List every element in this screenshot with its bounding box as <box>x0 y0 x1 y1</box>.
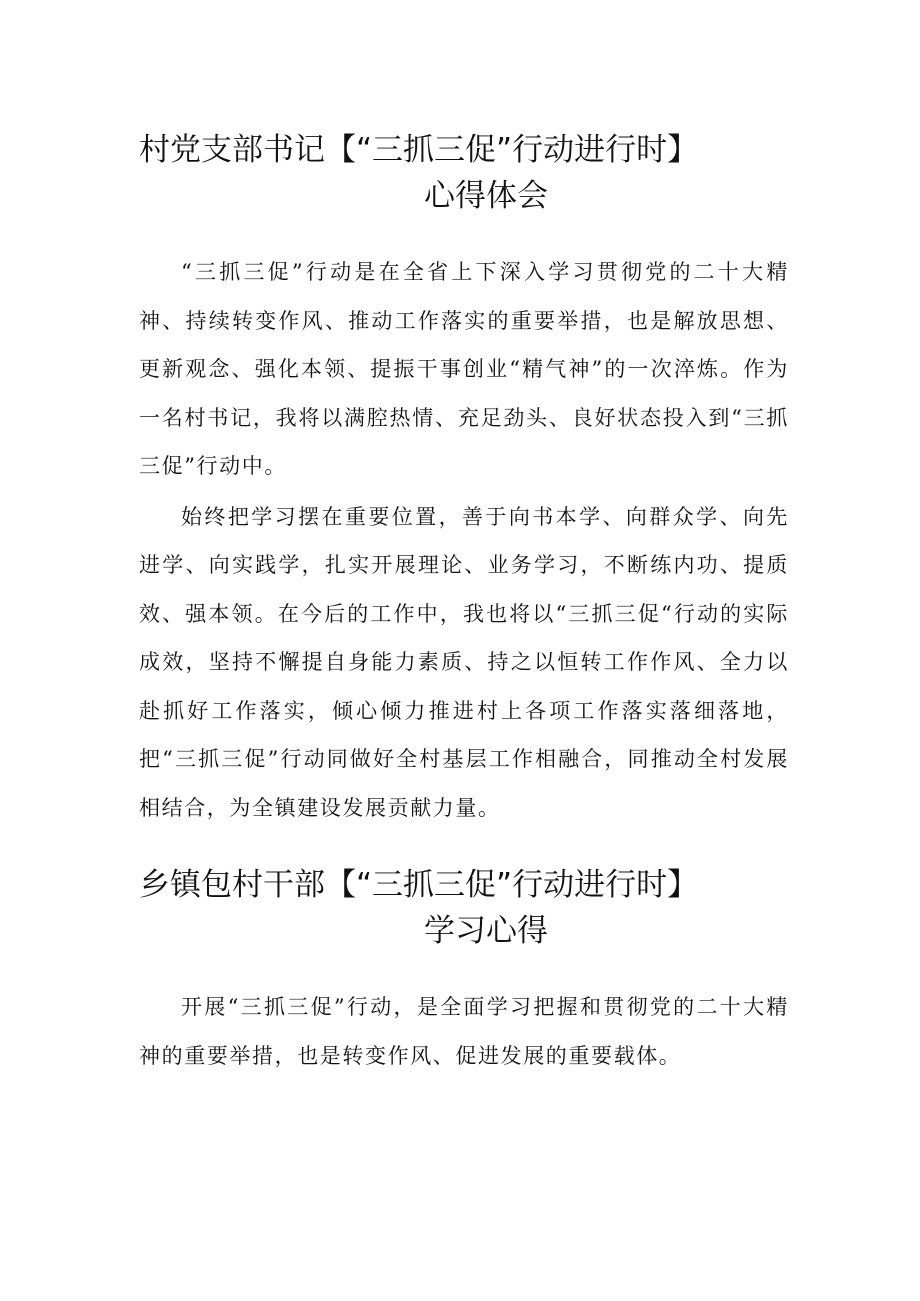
section-1-paragraph-2: 始终把学习摆在重要位置，善于向书本学、向群众学、向先进学、向实践学，扎实开展理论、业务学习，不断练内功、提质效、强本领。在今后的工作中，我也将以“三抓三促“行动的实际成效，坚持不懈提自身能力素质、持之以恒转工作作风、全力以赴抓好工作落实，倾心倾力推进村上各项工作落实落细落地，把“三抓三促”行动同做好全村基层工作相融合，同推动全村发展相结合，为全镇建设发展贡献力量。 <box>139 504 789 820</box>
section-2-paragraph-1: 开展“三抓三促”行动，是全面学习把握和贯彻党的二十大精神的重要举措，也是转变作风、促进发展的重要载体。 <box>139 995 789 1068</box>
section-2-title <box>139 862 789 954</box>
section-2-title-line-1: 乡镇包村干部【“三抓三促”行动进行时】 <box>139 867 699 903</box>
section-2-body <box>139 983 789 1080</box>
section-2-title-line-2: 学习心得 <box>424 913 548 949</box>
section-1-title-line-2: 心得体会 <box>424 178 548 214</box>
section-1-title <box>139 127 789 219</box>
section-1-title-line-1: 村党支部书记【“三抓三促”行动进行时】 <box>139 132 699 168</box>
section-2-heading <box>139 862 789 954</box>
section-1-heading <box>139 127 789 219</box>
section-1-paragraph-1: “三抓三促”行动是在全省上下深入学习贯彻党的二十大精神、持续转变作风、推动工作落实的重要举措，也是解放思想、更新观念、强化本领、提振干事创业“精气神”的一次淬炼。作为一名村书记，我将以满腔热情、充足劲头、良好状态投入到“三抓三促”行动中。 <box>139 260 789 478</box>
section-1-body <box>139 248 789 832</box>
